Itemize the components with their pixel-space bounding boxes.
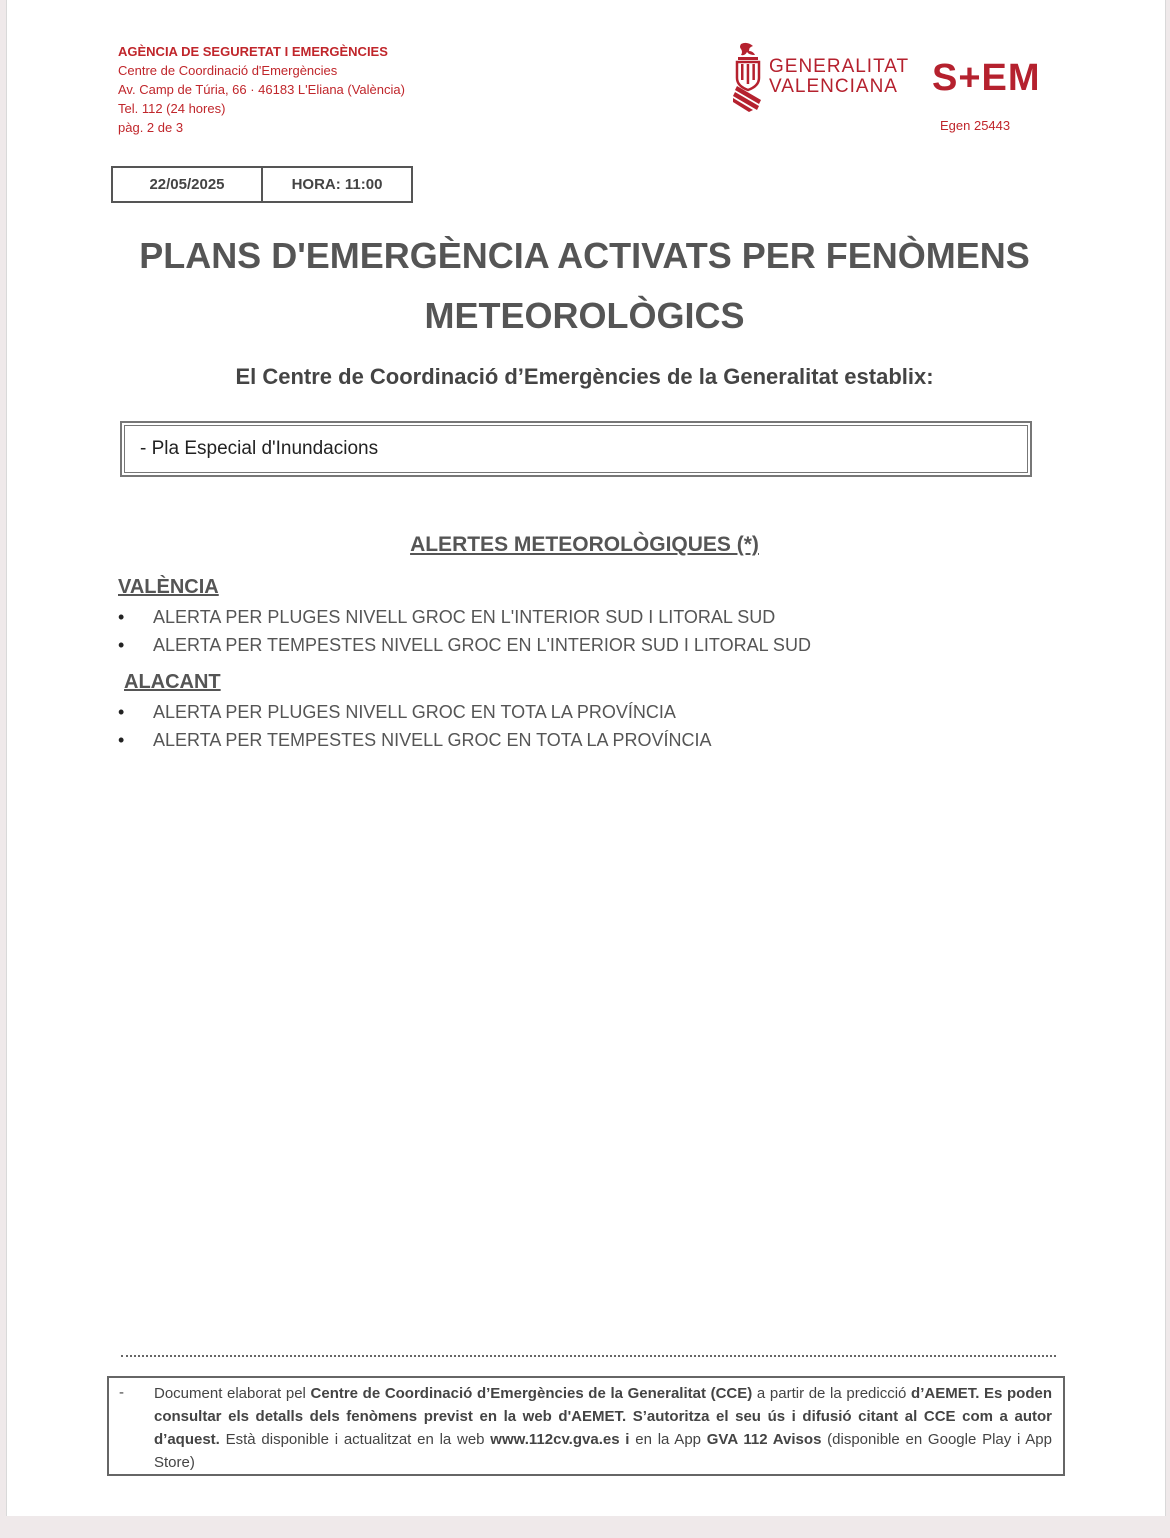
bullet-icon: • bbox=[118, 607, 125, 627]
plan-item: - Pla Especial d'Inundacions bbox=[124, 425, 1028, 473]
sem-logo: S+EM bbox=[932, 57, 1041, 99]
generalitat-logo bbox=[731, 42, 911, 114]
footer-t5: (disponible en Google Play i App Store) bbox=[154, 1431, 1052, 1471]
footer-text bbox=[154, 1382, 1052, 1474]
egen-code: Egen 25443 bbox=[940, 118, 1011, 133]
footer-note bbox=[107, 1376, 1065, 1476]
agency-name: AGÈNCIA DE SEGURETAT I EMERGÈNCIES bbox=[118, 44, 388, 59]
footer-divider bbox=[121, 1355, 1056, 1357]
alerts-heading: ALERTES METEOROLÒGIQUES (*) bbox=[410, 533, 759, 556]
gv-line1: GENERALITAT bbox=[769, 56, 910, 77]
region-title-valencia: VALÈNCIA bbox=[118, 576, 219, 598]
bullet-icon: • bbox=[118, 730, 125, 750]
bullet-icon: • bbox=[118, 635, 125, 655]
footer-t3: Està disponible i actualitzat en la web bbox=[219, 1431, 491, 1448]
time-cell: HORA: 11:00 bbox=[261, 168, 411, 201]
gv-line2: VALENCIANA bbox=[769, 76, 898, 97]
address: Av. Camp de Túria, 66 · 46183 L'Eliana (València) bbox=[118, 82, 405, 97]
footer-t4: en la App bbox=[629, 1431, 707, 1448]
alert-item bbox=[118, 631, 811, 659]
alert-list-valencia bbox=[118, 603, 811, 659]
footer-t2: a partir de la predicció bbox=[752, 1385, 912, 1402]
footer-app-name: GVA 112 Avisos bbox=[706, 1431, 822, 1448]
footer-t1: Document elaborat pel bbox=[154, 1385, 311, 1402]
footer-website: www.112cv.gva.es i bbox=[490, 1431, 630, 1448]
page-number: pàg. 2 de 3 bbox=[118, 120, 184, 135]
alert-item bbox=[118, 603, 811, 631]
alert-item bbox=[118, 726, 712, 754]
alert-item bbox=[118, 698, 712, 726]
alert-list-alacant bbox=[118, 698, 712, 754]
phone: Tel. 112 (24 hores) bbox=[118, 101, 226, 116]
center-name: Centre de Coordinació d'Emergències bbox=[118, 63, 338, 78]
agency-header bbox=[118, 42, 405, 137]
date-cell: 22/05/2025 bbox=[149, 176, 225, 193]
alert-text: ALERTA PER PLUGES NIVELL GROC EN TOTA LA PROVÍNCIA bbox=[153, 702, 676, 722]
active-plans-box bbox=[120, 421, 1032, 477]
page-title: PLANS D'EMERGÈNCIA ACTIVATS PER FENÒMENS METEOROLÒGICS bbox=[139, 235, 1030, 336]
coat-of-arms-icon bbox=[731, 42, 765, 114]
footer-b2: d’AEMET. Es poden consultar els detalls dels fenòmens previst en la web d'AEMET. S’autoritza el seu ús i difusió citant al CCE com a autor d’aquest. bbox=[154, 1385, 1052, 1448]
alert-text: ALERTA PER TEMPESTES NIVELL GROC EN L'INTERIOR SUD I LITORAL SUD bbox=[153, 635, 811, 655]
region-title-alacant: ALACANT bbox=[124, 671, 221, 693]
alert-text: ALERTA PER PLUGES NIVELL GROC EN L'INTERIOR SUD I LITORAL SUD bbox=[153, 607, 776, 627]
document-page bbox=[6, 0, 1166, 1516]
bullet-icon: • bbox=[118, 702, 125, 722]
generalitat-wordmark bbox=[769, 57, 909, 97]
subtitle: El Centre de Coordinació d’Emergències de la Generalitat establix: bbox=[235, 364, 934, 389]
date-time-box bbox=[111, 166, 413, 203]
alert-text: ALERTA PER TEMPESTES NIVELL GROC EN TOTA LA PROVÍNCIA bbox=[153, 730, 712, 750]
footer-b1: Centre de Coordinació d’Emergències de la Generalitat (CCE) bbox=[310, 1385, 753, 1402]
footer-dash: - bbox=[119, 1384, 124, 1401]
